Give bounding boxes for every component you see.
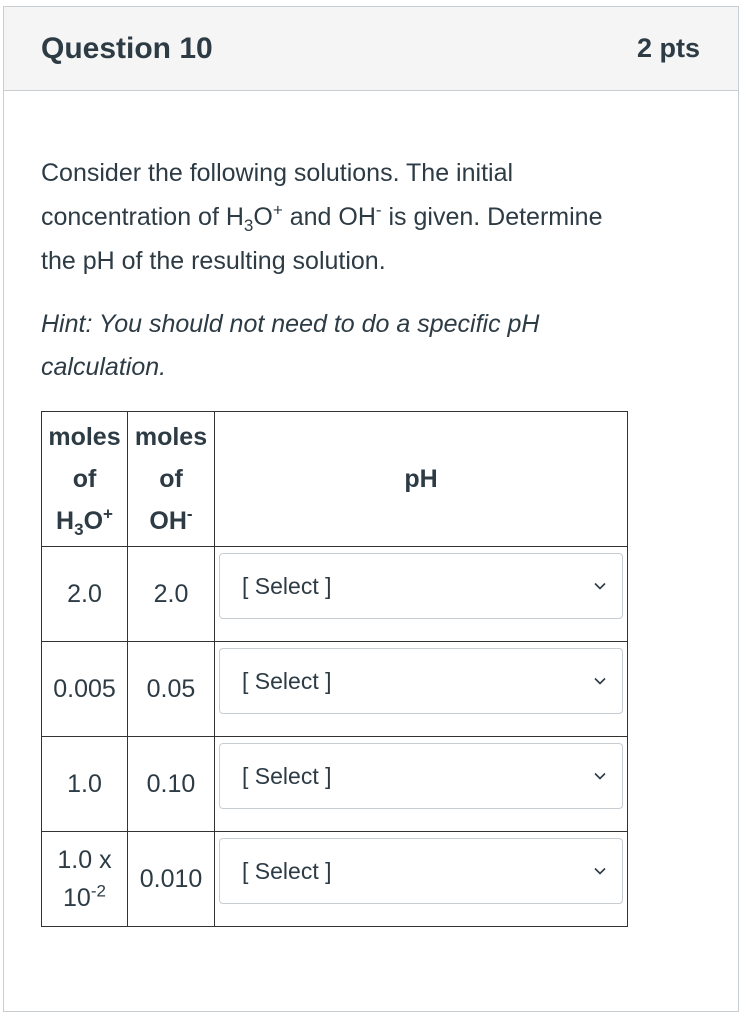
header-ph: pH [215, 412, 628, 547]
chevron-down-icon [592, 768, 608, 784]
table-row [42, 832, 628, 927]
table-row [42, 737, 628, 832]
question-header [4, 7, 738, 91]
header-h3o: moles of $H_3O^+$ [42, 412, 128, 547]
ph-select-4[interactable]: [ Select ] [219, 838, 623, 904]
question-hint: Hint: You should not need to do a specific pH calculation. [41, 310, 540, 381]
question-points: 2 pts [636, 33, 700, 63]
question-title: Question 10 [41, 31, 213, 65]
chevron-down-icon [592, 673, 608, 689]
question-body [41, 91, 708, 912]
cell-h3o: 1.0 [42, 737, 128, 832]
cell-h3o: 1.0 x $10^{-2}$ [42, 832, 128, 927]
cell-oh: 2.0 [128, 547, 215, 642]
question-card [3, 6, 739, 1012]
table-header-row [42, 412, 628, 547]
cell-oh: 0.05 [128, 642, 215, 737]
cell-h3o: 0.005 [42, 642, 128, 737]
ph-select-2[interactable]: [ Select ] [219, 648, 623, 714]
ph-select-3[interactable]: [ Select ] [219, 743, 623, 809]
cell-oh: 0.010 [128, 832, 215, 927]
question-prompt: Consider the following solutions. The initial concentration of $H_3O^+$ and OH- is given. Determine the pH of the resulting solution. [41, 159, 603, 275]
ph-select-1[interactable]: [ Select ] [219, 553, 623, 619]
cell-h3o: 2.0 [42, 547, 128, 642]
chevron-down-icon [592, 578, 608, 594]
solutions-table [41, 411, 628, 927]
table-row [42, 547, 628, 642]
header-oh: moles of OH- [128, 412, 215, 547]
cell-oh: 0.10 [128, 737, 215, 832]
table-row [42, 642, 628, 737]
chevron-down-icon [592, 863, 608, 879]
